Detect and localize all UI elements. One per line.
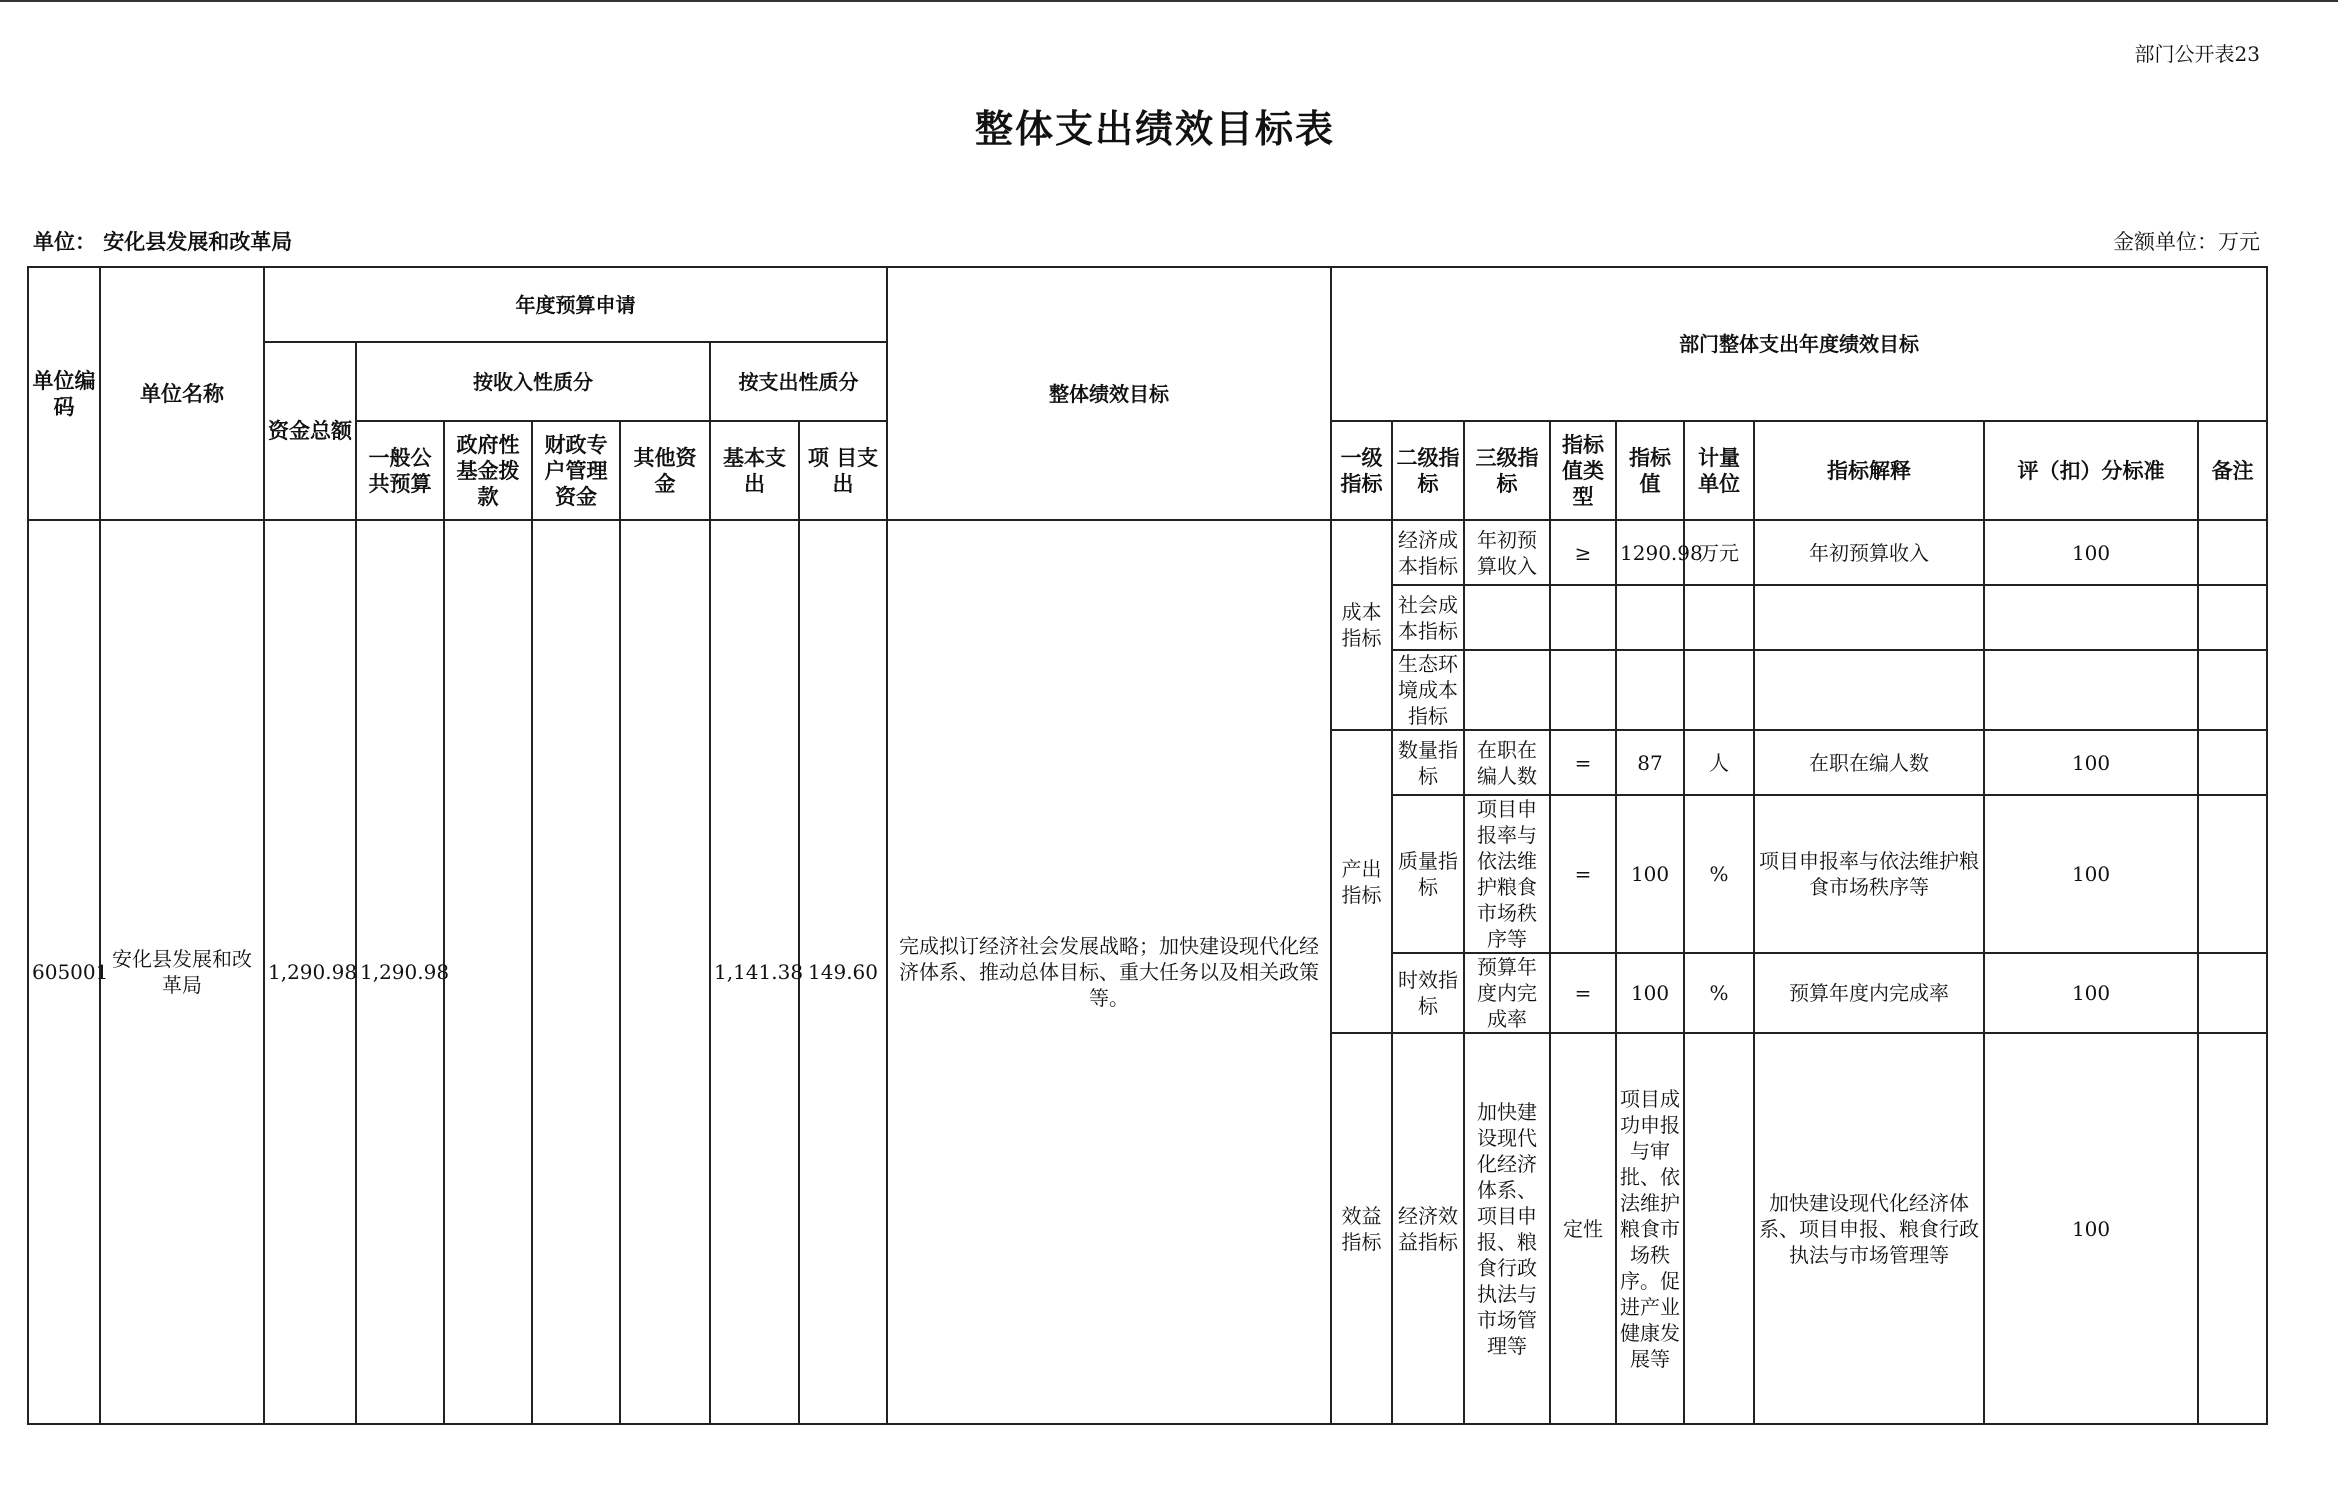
type-quantity: = (1550, 730, 1616, 795)
header-scoring: 评（扣）分标准 (1984, 421, 2198, 520)
value-economic-benefit: 项目成功申报与审批、依法维护粮食市场秩序。促进产业健康发展等 (1616, 1033, 1684, 1424)
remark-quantity (2198, 730, 2267, 795)
header-overall-goal: 整体绩效目标 (887, 267, 1331, 520)
value-quantity: 87 (1616, 730, 1684, 795)
level3-economic-cost: 年初预算收入 (1464, 520, 1550, 585)
unit-quantity: 人 (1684, 730, 1754, 795)
level3-economic-benefit: 加快建设现代化经济体系、项目申报、粮食行政执法与市场管理等 (1464, 1033, 1550, 1424)
unit-social-cost (1684, 585, 1754, 650)
project-exp-cell: 149.60 (799, 520, 887, 1424)
unit-economic-benefit (1684, 1033, 1754, 1424)
unit-label: 单位： 安化县发展和改革局 (33, 230, 293, 254)
value-eco-cost (1616, 650, 1684, 730)
type-quality: = (1550, 795, 1616, 953)
header-total-funds: 资金总额 (264, 342, 356, 520)
explain-economic-benefit: 加快建设现代化经济体系、项目申报、粮食行政执法与市场管理等 (1754, 1033, 1984, 1424)
type-timeliness: = (1550, 953, 1616, 1033)
score-eco-cost (1984, 650, 2198, 730)
header-value: 指标值 (1616, 421, 1684, 520)
unit-code-cell: 605001 (28, 520, 100, 1424)
header-general-budget: 一般公共预算 (356, 421, 444, 520)
score-quality: 100 (1984, 795, 2198, 953)
special-account-cell (532, 520, 620, 1424)
level3-social-cost (1464, 585, 1550, 650)
value-timeliness: 100 (1616, 953, 1684, 1033)
header-other-funds: 其他资金 (620, 421, 710, 520)
explain-quality: 项目申报率与依法维护粮食市场秩序等 (1754, 795, 1984, 953)
level1-cost: 成本指标 (1331, 520, 1392, 730)
header-unit-code: 单位编码 (28, 267, 100, 520)
value-social-cost (1616, 585, 1684, 650)
header-unit-name: 单位名称 (100, 267, 264, 520)
remark-economic-cost (2198, 520, 2267, 585)
total-funds-cell: 1,290.98 (264, 520, 356, 1424)
overall-goal-cell: 完成拟订经济社会发展战略；加快建设现代化经济体系、推动总体目标、重大任务以及相关政策等。 (887, 520, 1331, 1424)
unit-eco-cost (1684, 650, 1754, 730)
level2-quantity: 数量指标 (1392, 730, 1464, 795)
type-economic-benefit: 定性 (1550, 1033, 1616, 1424)
header-remark: 备注 (2198, 421, 2267, 520)
level3-quality: 项目申报率与依法维护粮食市场秩序等 (1464, 795, 1550, 953)
unit-economic-cost: 万元 (1684, 520, 1754, 585)
header-level1: 一级指标 (1331, 421, 1392, 520)
type-eco-cost (1550, 650, 1616, 730)
level2-social-cost: 社会成本指标 (1392, 585, 1464, 650)
header-gov-fund: 政府性基金拨款 (444, 421, 532, 520)
header-annual-budget: 年度预算申请 (264, 267, 887, 342)
general-budget-cell: 1,290.98 (356, 520, 444, 1424)
remark-quality (2198, 795, 2267, 953)
header-dept-goal: 部门整体支出年度绩效目标 (1331, 267, 2267, 421)
score-timeliness: 100 (1984, 953, 2198, 1033)
level3-eco-cost (1464, 650, 1550, 730)
explain-eco-cost (1754, 650, 1984, 730)
unit-quality: % (1684, 795, 1754, 953)
header-project-exp: 项 目支出 (799, 421, 887, 520)
other-funds-cell (620, 520, 710, 1424)
explain-economic-cost: 年初预算收入 (1754, 520, 1984, 585)
type-social-cost (1550, 585, 1616, 650)
basic-exp-cell: 1,141.38 (710, 520, 799, 1424)
score-economic-benefit: 100 (1984, 1033, 2198, 1424)
explain-social-cost (1754, 585, 1984, 650)
level1-output: 产出指标 (1331, 730, 1392, 1033)
gov-fund-cell (444, 520, 532, 1424)
level2-eco-cost: 生态环境成本指标 (1392, 650, 1464, 730)
unit-name-cell: 安化县发展和改革局 (100, 520, 264, 1424)
header-basic-exp: 基本支出 (710, 421, 799, 520)
level2-economic-benefit: 经济效益指标 (1392, 1033, 1464, 1424)
level2-quality: 质量指标 (1392, 795, 1464, 953)
value-economic-cost: 1290.98 (1616, 520, 1684, 585)
header-level2: 二级指标 (1392, 421, 1464, 520)
unit-timeliness: % (1684, 953, 1754, 1033)
level2-economic-cost: 经济成本指标 (1392, 520, 1464, 585)
remark-timeliness (2198, 953, 2267, 1033)
performance-goal-table (27, 266, 2268, 1425)
value-quality: 100 (1616, 795, 1684, 953)
page-title: 整体支出绩效目标表 (974, 107, 1335, 151)
header-by-expenditure: 按支出性质分 (710, 342, 887, 421)
type-economic-cost: ≥ (1550, 520, 1616, 585)
explain-timeliness: 预算年度内完成率 (1754, 953, 1984, 1033)
level3-timeliness: 预算年度内完成率 (1464, 953, 1550, 1033)
level1-benefit: 效益指标 (1331, 1033, 1392, 1424)
form-number: 部门公开表23 (2134, 42, 2260, 66)
score-economic-cost: 100 (1984, 520, 2198, 585)
header-explanation: 指标解释 (1754, 421, 1984, 520)
remark-eco-cost (2198, 650, 2267, 730)
header-level3: 三级指标 (1464, 421, 1550, 520)
remark-social-cost (2198, 585, 2267, 650)
header-measure-unit: 计量单位 (1684, 421, 1754, 520)
level2-timeliness: 时效指标 (1392, 953, 1464, 1033)
remark-economic-benefit (2198, 1033, 2267, 1424)
explain-quantity: 在职在编人数 (1754, 730, 1984, 795)
header-by-income: 按收入性质分 (356, 342, 710, 421)
header-value-type: 指标值类型 (1550, 421, 1616, 520)
score-quantity: 100 (1984, 730, 2198, 795)
score-social-cost (1984, 585, 2198, 650)
level3-quantity: 在职在编人数 (1464, 730, 1550, 795)
top-border-line (0, 0, 2338, 2)
header-special-account: 财政专户管理资金 (532, 421, 620, 520)
amount-unit-label: 金额单位：万元 (2113, 230, 2260, 254)
